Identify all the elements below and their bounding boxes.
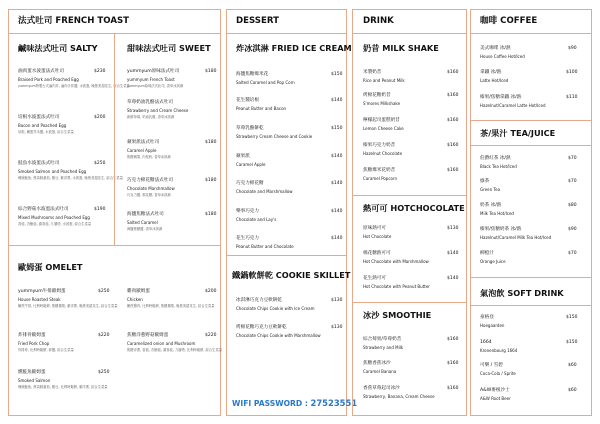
item-price: $150 <box>566 315 578 320</box>
menu-item: 豪格登 Hoegaarden <box>480 315 505 328</box>
item-price: $90 <box>568 227 577 232</box>
item-price: $140 <box>447 251 459 256</box>
wifi-code: 27523551 <box>310 398 358 408</box>
item-price: $160 <box>447 361 459 366</box>
menu-item: 1664 Kronenbourg 1664 <box>480 340 518 353</box>
menu-item: 炸排骨歐姆蛋 Fried Pork Chop 炸排骨, 比利時鬆餅, 碎醬, 綜合生菜量 <box>18 333 74 352</box>
item-price: $80 <box>568 203 577 208</box>
smoothie-title: 冰沙 SMOOTHIE <box>363 310 432 320</box>
item-price: $160 <box>447 118 459 123</box>
menu-item: 草莓乳酪餅乾 Strawberry Cream Cheese and Cookie <box>236 126 313 139</box>
item-price: $140 <box>331 154 343 159</box>
menu-item: 榛果/焦糖拿鐵 冰/熱 Hazelnut/Caramel Latte Hot/Iced <box>480 95 546 108</box>
soft-drink-title: 氣泡飲 SOFT DRINK <box>480 288 564 298</box>
tea-juice-title: 茶/果汁 TEA/JUICE <box>480 128 556 138</box>
item-price: $180 <box>205 140 217 145</box>
item-price: $130 <box>331 298 343 303</box>
menu-item: 樂事巧克力 Chocolate and Lay's <box>236 209 277 222</box>
item-price: $200 <box>205 289 217 294</box>
item-price: $160 <box>447 93 459 98</box>
item-price: $150 <box>566 340 578 345</box>
menu-item: 柳橙汁 Orange Juice <box>480 251 506 264</box>
menu-item: 海鹽焦糖法式吐司 Salted Caramel 海鹽焦糖醬, 香草冰淇淋 <box>127 212 164 231</box>
menu-item: 巧克力棉花糖法式吐司 Chocolate Marshmallow 巧克力醬, 棉花糖, 香草冰淇淋 <box>127 178 175 197</box>
coffee-title-divider <box>470 33 592 34</box>
menu-item: 焦糖洋蔥野菇歐姆蛋 Caramelized onion and Mushroom 焦糖洋蔥, 香菇, 杏鮑菇, 鴻喜菇, 九層塔, 比利時鬆餅, 綜合生菜量 <box>127 333 222 352</box>
item-price: $180 <box>205 178 217 183</box>
item-price: $160 <box>447 143 459 148</box>
milk-shake-title: 奶昔 MILK SHAKE <box>363 43 439 53</box>
item-price: $180 <box>205 212 217 217</box>
item-price: $70 <box>568 156 577 161</box>
item-price: $160 <box>447 168 459 173</box>
item-price: $160 <box>447 337 459 342</box>
wifi-label: WIFI PASSWORD : <box>232 399 308 408</box>
menu-item: 花生醬培根 Peanut Butter and Bacon <box>236 98 287 111</box>
menu-item: 焦糖香蕉冰沙 Caramel Banana <box>363 361 397 374</box>
french-toast-title: 法式吐司 FRENCH TOAST <box>18 16 130 26</box>
menu-item: 奶茶 冰/熱 Milk Tea Hot/Iced <box>480 203 514 216</box>
item-price: $160 <box>447 70 459 75</box>
item-price: $140 <box>331 181 343 186</box>
dessert-title: DESSERT <box>236 16 279 26</box>
menu-item: 草莓奶油乳酪法式吐司 Strawberry and Cream Cheese 新鮮草莓, 奶油乳酪, 香草冰淇淋 <box>127 100 189 119</box>
item-price: $150 <box>331 126 343 131</box>
menu-item: 冰淇淋巧克力豆軟餅乾 Chocolate Chips Cookie with Ice Cream <box>236 298 315 311</box>
item-price: $140 <box>447 276 459 281</box>
menu-item: yummyum原味法式吐司 yummyum French Toast yummyum原味法式吐司, 香草冰淇淋 <box>127 69 184 88</box>
item-price: $160 <box>447 386 459 391</box>
item-price: $60 <box>568 363 577 368</box>
hot-chocolate-title: 熱可可 HOTCHOCOLATE <box>363 203 465 213</box>
menu-item: 鮭魚水波蛋法式吐司 Smoked Salmon and Poached Egg 煙燻鮭魚, 焦黃鮮番茄, 酸豆, 紫洋蔥, 水波蛋, 晚焦美超花生, 綜合生菜量 <box>18 161 123 180</box>
tea-title-divider <box>470 145 592 146</box>
menu-item: 花生熱可可 Hot Chocolate with Peanut Butter <box>363 276 430 289</box>
menu-item: 雞肉歐姆蛋 Chicken 嫩煎雞肉, 比利時鬆餅, 焦糖鳳梨, 晚焦美超花生, 綜合生菜量 <box>127 289 215 308</box>
menu-item: 榛果巧克力奶昔 Hazelnut Chocolate <box>363 143 403 156</box>
item-price: $190 <box>94 207 106 212</box>
menu-item: 米漿奶昔 Rice and Peanut Milk <box>363 70 405 83</box>
item-price: $140 <box>331 98 343 103</box>
menu-item: 可樂 / 雪碧 Coca-Cola / Sprite <box>480 363 516 376</box>
menu-item: 拿鐵 冰/熱 Latte Hot/Iced <box>480 70 509 83</box>
menu-item: 烤棉花糖奶昔 S'mores Milkshake <box>363 93 401 106</box>
item-price: $220 <box>205 333 217 338</box>
menu-item: 綠茶 Green Tea <box>480 179 501 192</box>
item-price: $130 <box>331 325 343 330</box>
item-price: $130 <box>447 226 459 231</box>
salty-title: 鹹味法式吐司 SALTY <box>18 43 98 53</box>
menu-item: 蘋果派法式吐司 Caramel Apple 焦糖蘋果, 肉桂粉, 香草冰淇淋 <box>127 140 171 159</box>
menu-item: yummyum牛排歐姆蛋 House Roasted Steak 嫩煎牛排, 比利時鬆餅, 焦糖鳳梨, 紫洋蔥, 晚焦美超花生, 綜合生菜量 <box>18 289 118 308</box>
menu-item: 美式咖啡 冰/熱 House Coffee Hot/Iced <box>480 46 525 59</box>
item-price: $220 <box>98 333 110 338</box>
menu-item: 綜合野菇水波蛋法式吐司 Mixed Mushrooms and Poached Egg 香菇, 杏鮑菇, 鴻喜菇, 九層塔, 水波蛋, 綜合生菜量 <box>18 207 92 226</box>
item-price: $200 <box>94 115 106 120</box>
menu-item: 香蕉草莓起司冰沙 Strawberry, Banana, Cream Cheese <box>363 386 435 399</box>
omelet-title: 歐姆蛋 OMELET <box>18 262 83 272</box>
menu-item: 烤棉花糖巧克力豆軟餅乾 Chocolate Chips Cookie with Marshmallow <box>236 325 321 338</box>
item-price: $140 <box>331 209 343 214</box>
sweet-title: 甜味法式吐司 SWEET <box>127 43 211 53</box>
item-price: $70 <box>568 179 577 184</box>
item-price: $70 <box>568 251 577 256</box>
coffee-title: 咖啡 COFFEE <box>480 16 538 26</box>
item-price: $230 <box>94 69 106 74</box>
menu-item: 原味熱可可 Hot Chocolate <box>363 226 392 239</box>
item-price: $250 <box>98 370 110 375</box>
menu-item: 花生巧克力 Peanut Butter and Chocolate <box>236 236 294 249</box>
menu-item: 海鹽焦糖爆米花 Salted Caramel and Pop Corn <box>236 72 295 85</box>
menu-item: 培根水波蛋法式吐司 Bacon and Poached Egg 培根, 嫩蛋芥末醬, 水波蛋, 綜合生菜量 <box>18 115 74 134</box>
item-price: $100 <box>566 70 578 75</box>
fried-ice-cream-title: 炸冰淇淋 FRIED ICE CREAM <box>236 43 352 53</box>
menu-item: 檸檬起司蛋糕奶昔 Lemon Cheese Cake <box>363 118 404 131</box>
menu-item: 巧克力棉花糖 Chocolate and Marshmallow <box>236 181 293 194</box>
item-price: $250 <box>98 289 110 294</box>
menu-item: 綜合莓果/草莓奶昔 Strawberry and Milk <box>363 337 404 350</box>
wifi-password <box>232 398 357 408</box>
fried-ice-cream-section <box>226 33 347 256</box>
cookie-skillet-title: 鐵鍋軟餅乾 COOKIE SKILLET <box>232 270 351 280</box>
item-price: $150 <box>331 72 343 77</box>
item-price: $140 <box>331 236 343 241</box>
item-price: $90 <box>568 46 577 51</box>
item-price: $180 <box>205 69 217 74</box>
menu-item: 伯爵紅茶 冰/熱 Black Tea Hot/Iced <box>480 156 517 169</box>
menu-item: 蘋果派 Caramel Apple <box>236 154 266 167</box>
item-price: $110 <box>566 95 578 100</box>
item-price: $250 <box>94 161 106 166</box>
menu-item: 焦糖爆米花奶昔 Caramel Popcorn <box>363 168 398 181</box>
soft-drink-title-divider <box>470 305 592 306</box>
menu-item: 燻鮭魚歐姆蛋 Smoked Salmon 煙燻鮭魚, 焦黃鮮番茄, 酸豆, 比利時鬆餅, 紫洋蔥, 綜合生菜量 <box>18 370 108 389</box>
item-price: $60 <box>568 388 577 393</box>
drink-title: DRINK <box>363 16 394 26</box>
menu-item: 滷肉蛋水波蛋法式吐司 Braised Pork and Poached Egg yummyum特製台式滷肉丼, 滷肉汁拌醬, 水波蛋, 晚焦美超花生, 綜合生菜量 <box>18 69 130 88</box>
menu-item: A&W麥根沙士 A&W Root Beer <box>480 388 511 401</box>
menu-item: 棉花糖熱可可 Hot Chocolate with Marshmallow <box>363 251 429 264</box>
menu-item: 榛果/焦糖奶茶 冰/熱 Hazelnut/Caramel Milk Tea Hot/Iced <box>480 227 552 240</box>
